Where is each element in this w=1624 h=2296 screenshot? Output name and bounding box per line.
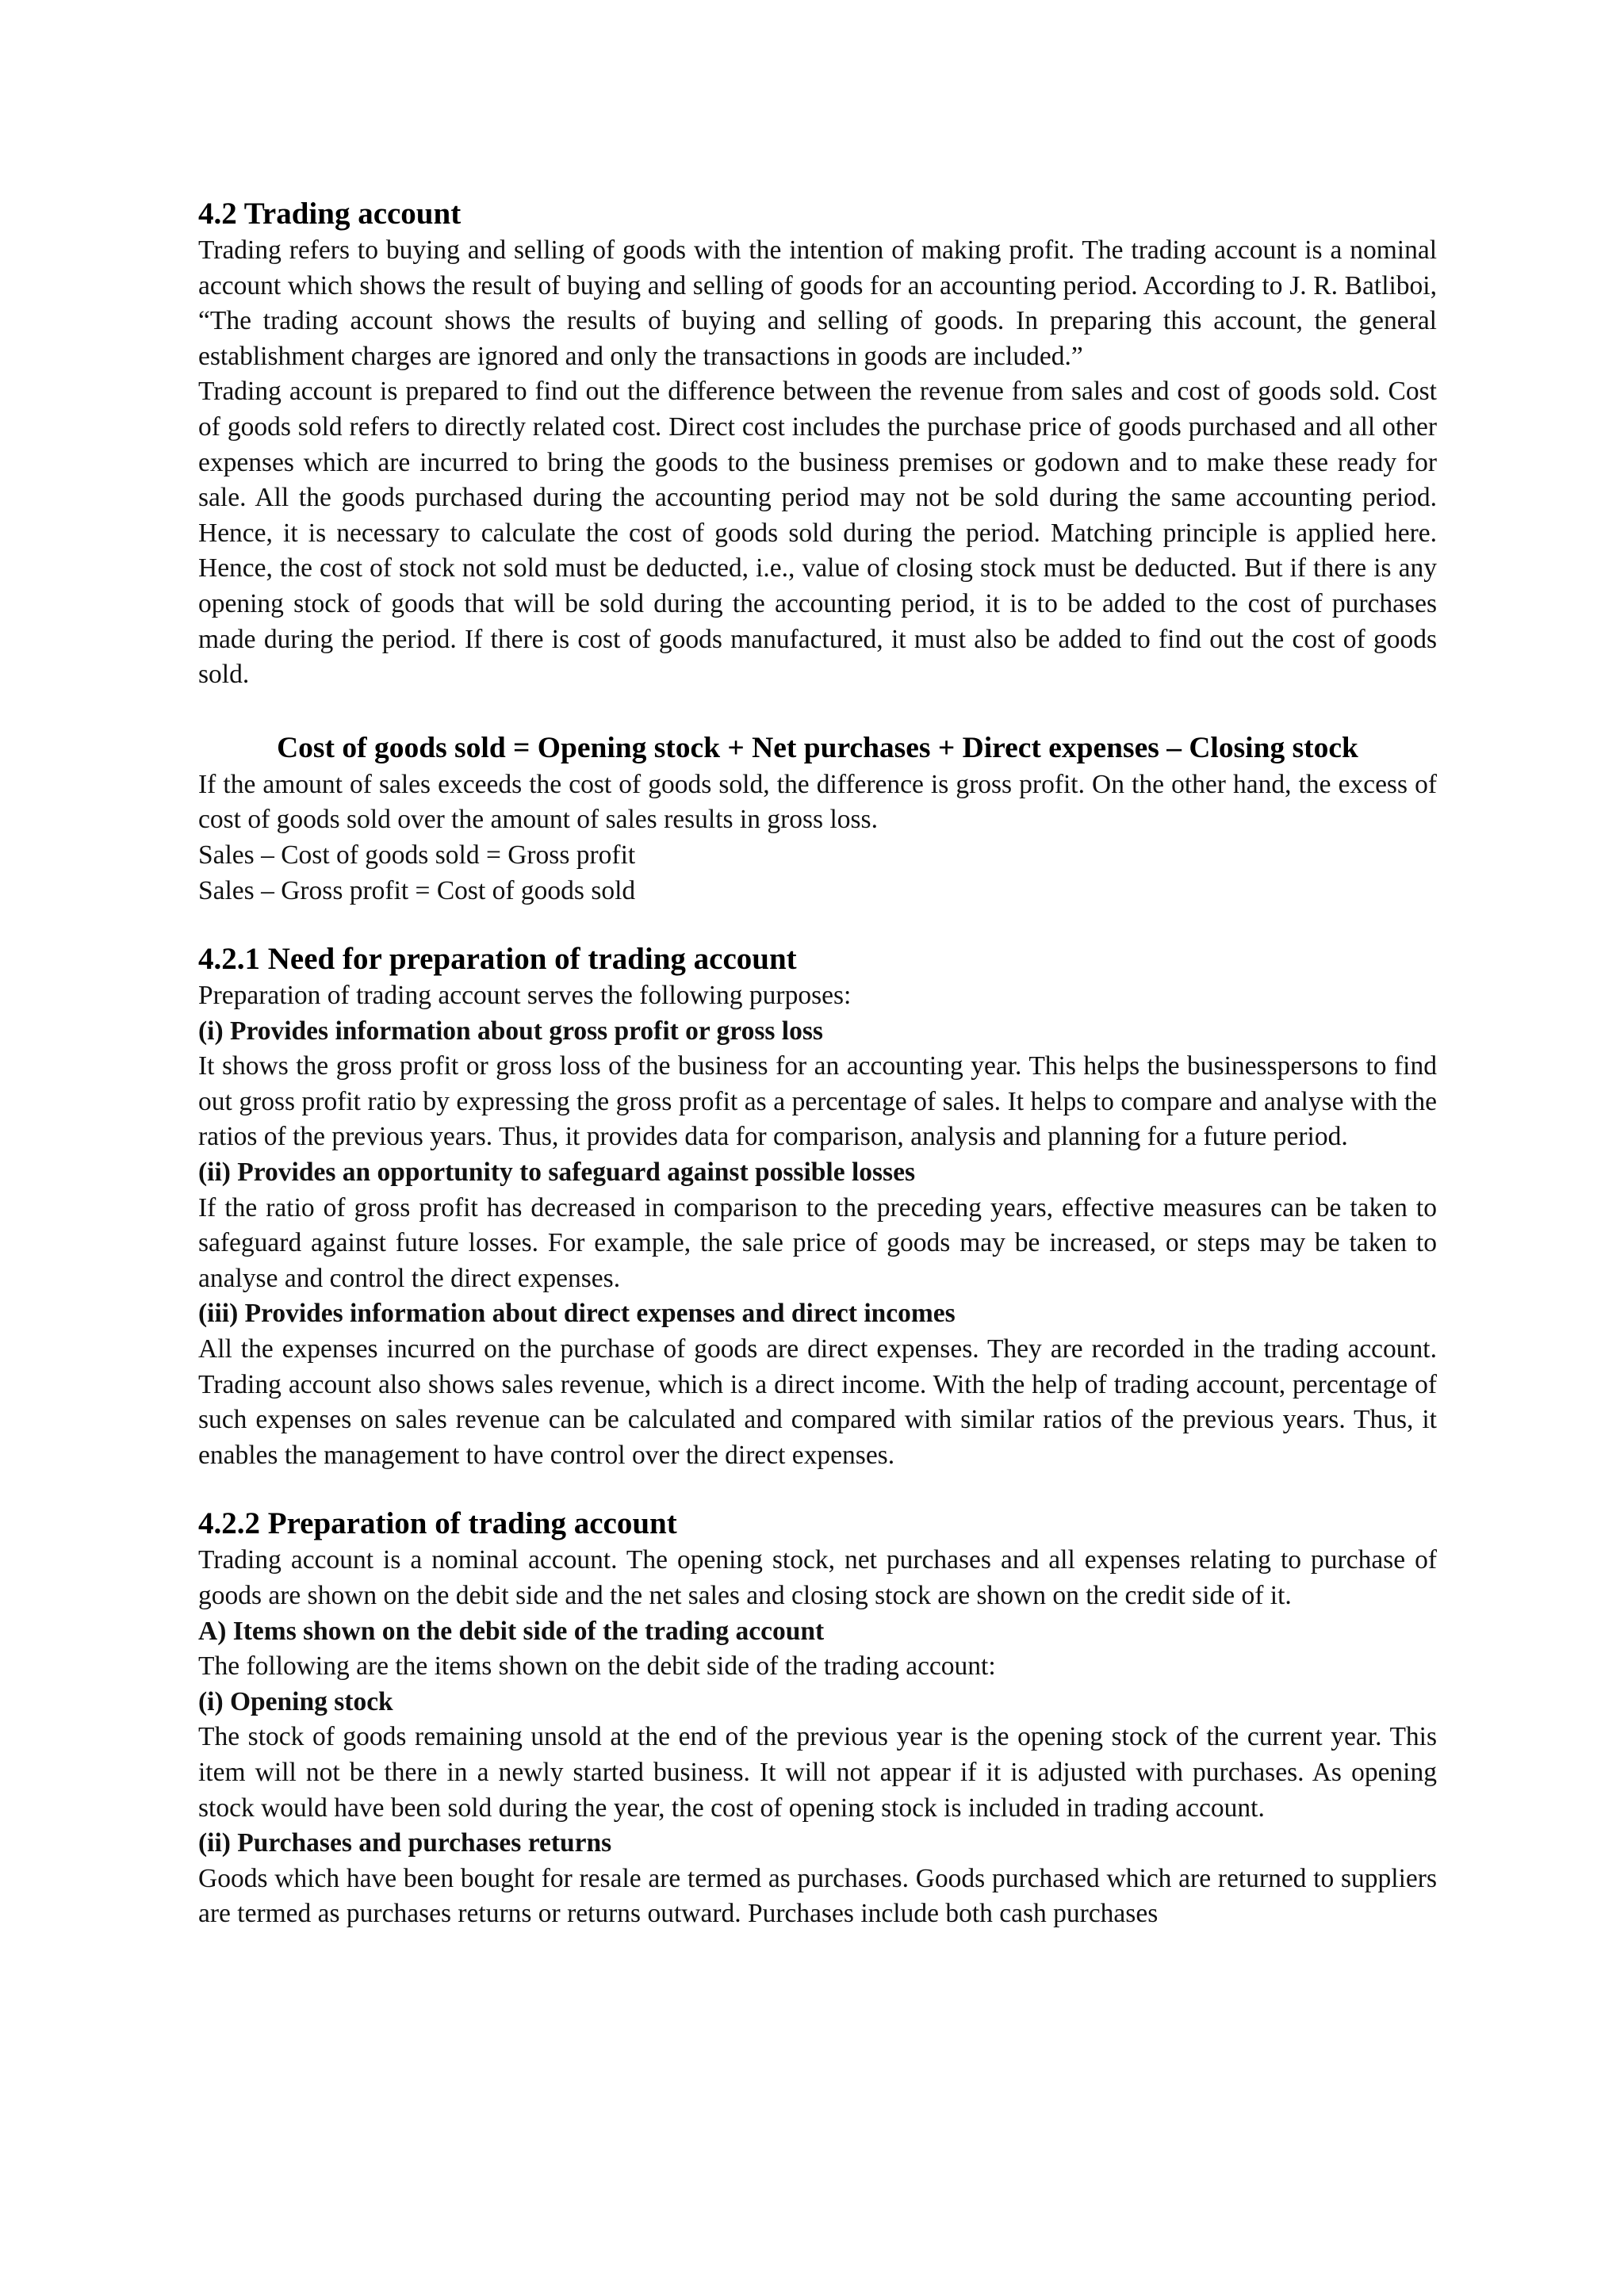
section-heading-4-2: 4.2 Trading account (198, 197, 462, 231)
item-body: It shows the gross profit or gross loss of the business for an accounting year. This helps the businesspersons to find out gross profit ratio by expressing the gross profit as a percentage of sales. It helps to compare and analyse with the ratios of the previous years. Thus, it provides data for comparison, analysis and planning for a future period. (198, 1051, 1437, 1152)
section-intro: Preparation of trading account serves the following purposes: (198, 981, 852, 1011)
subsection-title-debit-side: A) Items shown on the debit side of the trading account (198, 1616, 825, 1646)
item-body: If the ratio of gross profit has decreased in comparison to the preceding years, effective measures can be taken to safeguard against future losses. For example, the sale price of goods may be increased, or steps may be taken to analyse and control the direct expenses. (198, 1192, 1437, 1293)
item-body: The stock of goods remaining unsold at the end of the previous year is the opening stock of the current year. This item will not be there in a newly started business. It will not appear if it is adjusted with purchases. As opening stock would have been sold during the year, the cost of opening stock is included in trading account. (198, 1722, 1437, 1823)
equation-gross-profit: Sales – Cost of goods sold = Gross profit (198, 840, 636, 870)
item-body: All the expenses incurred on the purchase of goods are direct expenses. They are recorded in the trading account. Trading account also shows sales revenue, which is a direct income. With the help of trading account, percentage of such expenses on sales revenue can be calculated and compared with similar ratios of the previous years. Thus, it enables the management to have control over the direct expenses. (198, 1334, 1437, 1470)
paragraph: If the amount of sales exceeds the cost of goods sold, the difference is gross profit. On the other hand, the excess of cost of goods sold over the amount of sales results in gross loss. (198, 769, 1437, 835)
equation-cost-of-goods-sold: Sales – Gross profit = Cost of goods sold (198, 875, 636, 905)
item-title: (ii) Purchases and purchases returns (198, 1828, 612, 1858)
item-title: (i) Provides information about gross profit or gross loss (198, 1016, 823, 1046)
section-heading-4-2-1: 4.2.1 Need for preparation of trading account (198, 942, 797, 977)
paragraph: Trading account is prepared to find out the difference between the revenue from sales and cost of goods sold. Cost of goods sold refers to directly related cost. Direct cost includes the purchase price of goods purchased and all other expenses which are incurred to bring the goods to the business premises or godown and to make these ready for sale. All the goods purchased during the accounting period may not be sold during the same accounting period. Hence, it is necessary to calculate the cost of goods sold during the period. Matching principle is applied here. Hence, the cost of stock not sold must be deducted, i.e., value of closing stock must be deducted. But if there is any opening stock of goods that will be sold during the accounting period, it is to be added to the cost of purchases made during the period. If there is cost of goods manufactured, it must also be added to find out the cost of goods sold. (198, 377, 1437, 690)
formula-cost-of-goods-sold: Cost of goods sold = Opening stock + Net purchases + Direct expenses – Closing stock (277, 731, 1358, 764)
item-title: (ii) Provides an opportunity to safeguard against possible losses (198, 1158, 915, 1188)
item-title: (i) Opening stock (198, 1686, 393, 1716)
paragraph: Trading refers to buying and selling of goods with the intention of making profit. The trading account is a nominal account which shows the result of buying and selling of goods for an accounting period. According to J. R. Batliboi, “The trading account shows the results of buying and selling of goods. In preparing this account, the general establishment charges are ignored and only the transactions in goods are included.” (198, 235, 1437, 371)
subsection-intro: The following are the items shown on the debit side of the trading account: (198, 1651, 996, 1682)
item-title: (iii) Provides information about direct expenses and direct incomes (198, 1299, 956, 1329)
document-page (198, 195, 1437, 1932)
section-intro: Trading account is a nominal account. The opening stock, net purchases and all expenses relating to purchase of goods are shown on the debit side and the net sales and closing stock are shown on the credit side of it. (198, 1545, 1437, 1610)
section-heading-4-2-2: 4.2.2 Preparation of trading account (198, 1506, 677, 1541)
item-body: Goods which have been bought for resale are termed as purchases. Goods purchased which are returned to suppliers are termed as purchases returns or returns outward. Purchases include both cash purchases (198, 1863, 1437, 1929)
